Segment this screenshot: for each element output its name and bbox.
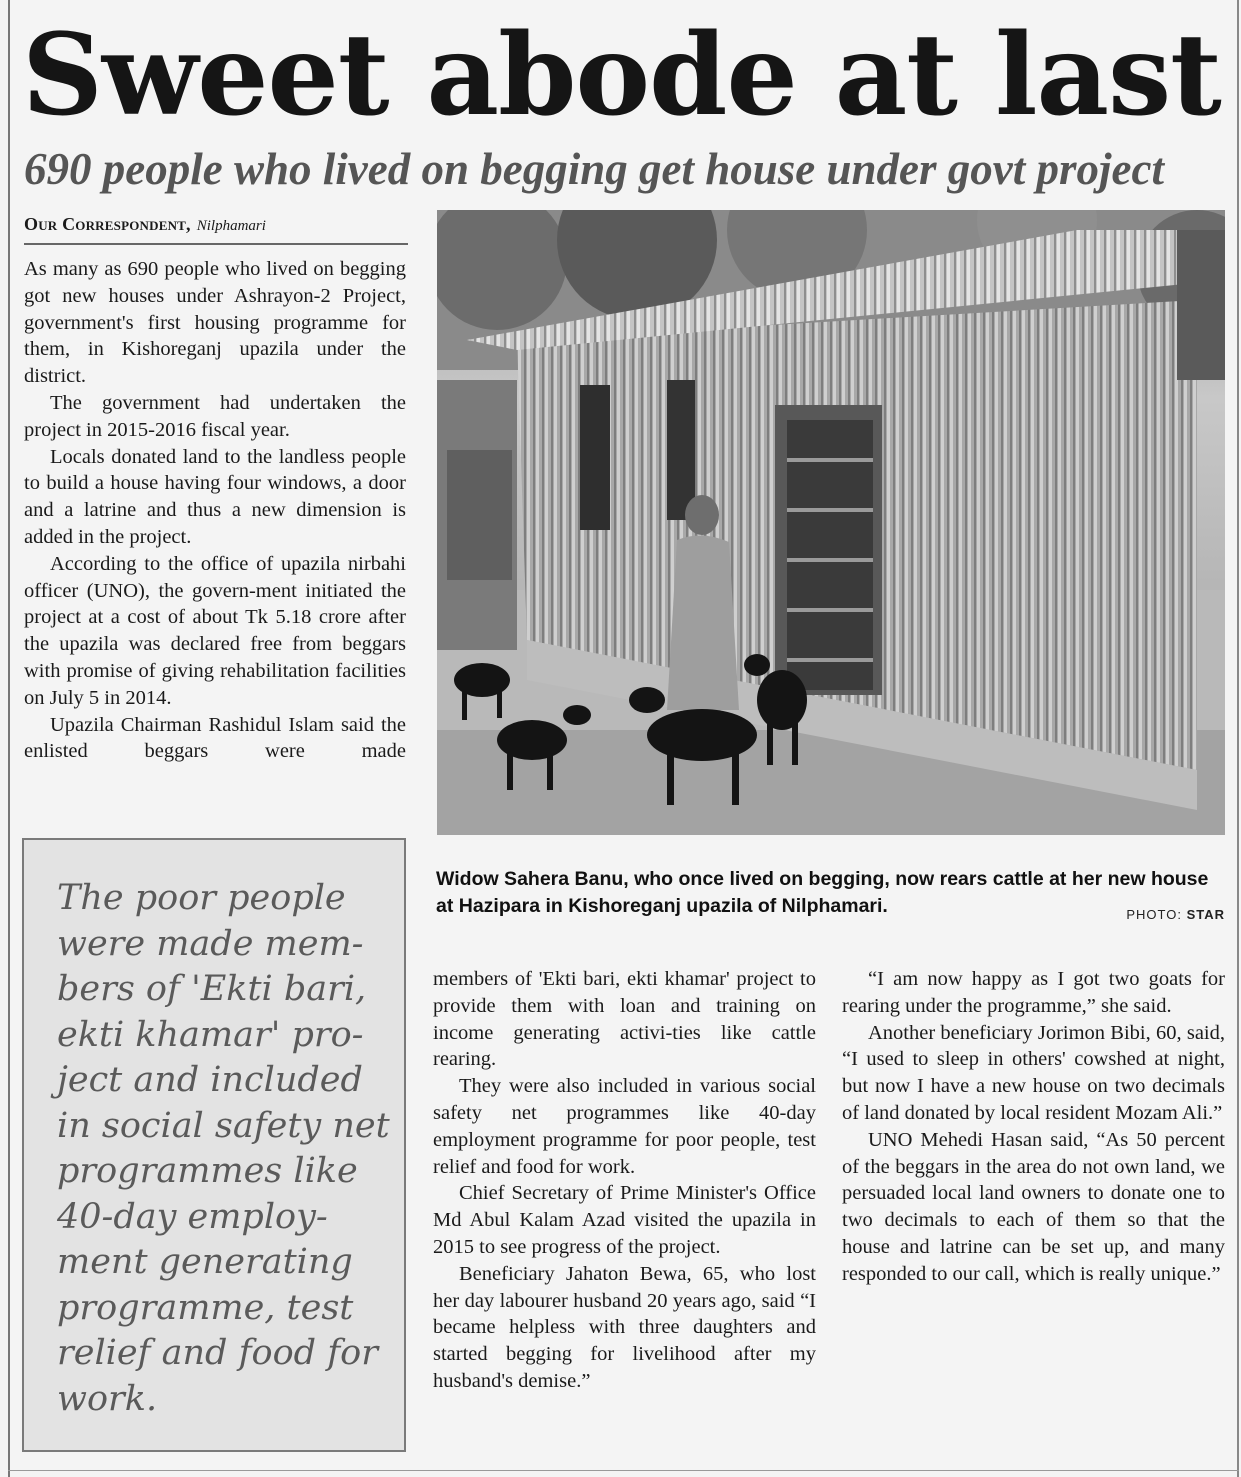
paragraph: Upazila Chairman Rashidul Islam said the enlisted beggars were made (24, 713, 406, 763)
subheadline: 690 people who lived on begging get house under govt project (24, 144, 1164, 194)
page-border-left (8, 0, 10, 1477)
credit-source: STAR (1186, 907, 1225, 922)
byline-name: Our Correspondent, (24, 214, 191, 234)
byline (24, 212, 408, 245)
photo-caption: Widow Sahera Banu, who once lived on begging, now rears cattle at her new house at Hazipara in Kishoreganj upazila of Nilphamari. (436, 868, 1209, 917)
paragraph: “I am now happy as I got two goats for rearing under the programme,” she said. (842, 968, 1225, 1017)
article-column-middle (433, 966, 816, 1395)
pull-quote-box (22, 838, 406, 1452)
paragraph: Locals donated land to the landless people to build a house having four windows, a door and a latrine and thus a new dimension is added in the project. (24, 445, 406, 548)
paragraph: They were also included in various social safety net programmes like 40-day employment programme for poor people, test relief and food for work. (433, 1075, 816, 1178)
page-border-bottom (8, 1470, 1239, 1471)
paragraph: Another beneficiary Jorimon Bibi, 60, said, “I used to sleep in others' cowshed at night, but now I have a new house on two decimals of land donated by local resident Mozam Ali.” (842, 1021, 1225, 1124)
paragraph: members of 'Ekti bari, ekti khamar' project to provide them with loan and training on income generating activi-ties like cattle rearing. (433, 968, 816, 1071)
page-border-right (1237, 0, 1239, 1477)
paragraph: Beneficiary Jahaton Bewa, 65, who lost her day labourer husband 20 years ago, said “I became helpless with three daughters and started begging for livelihood after my husband's demise.” (433, 1262, 816, 1392)
paragraph: As many as 690 people who lived on begging got new houses under Ashrayon-2 Project, government's first housing programme for them, in Kishoreganj upazila under the district. (24, 258, 406, 388)
photo-house-goats-illustration (437, 210, 1225, 835)
paragraph: The government had undertaken the project in 2015-2016 fiscal year. (24, 391, 406, 441)
paragraph: According to the office of upazila nirbahi officer (UNO), the govern-ment initiated the project at a cost of about Tk 5.18 crore after the upazila was declared free from beggars with promise of giving rehabilitation facilities on July 5 in 2014. (24, 552, 406, 709)
paragraph: Chief Secretary of Prime Minister's Office Md Abul Kalam Azad visited the upazila in 2015 to see progress of the project. (433, 1182, 816, 1258)
headline: Sweet abode at last (22, 10, 1221, 141)
credit-label: PHOTO: (1126, 907, 1182, 922)
photo-credit (1126, 907, 1225, 922)
article-photo (437, 210, 1225, 835)
byline-place: Nilphamari (196, 218, 266, 234)
pull-quote-text: The poor people were made mem- bers of 'Ekti bari, ekti khamar' pro- ject and included in social safety net programmes like 40-day employ- ment generating programme, test relief and food for work. (57, 878, 390, 1419)
paragraph: UNO Mehedi Hasan said, “As 50 percent of the beggars in the area do not own land, we persuaded local land owners to donate one to two decimals to each of them so that the house and latrine can be set up, and many responded to our call, which is really unique.” (842, 1128, 1225, 1285)
article-column-left (24, 256, 406, 765)
article-column-right (842, 966, 1225, 1288)
